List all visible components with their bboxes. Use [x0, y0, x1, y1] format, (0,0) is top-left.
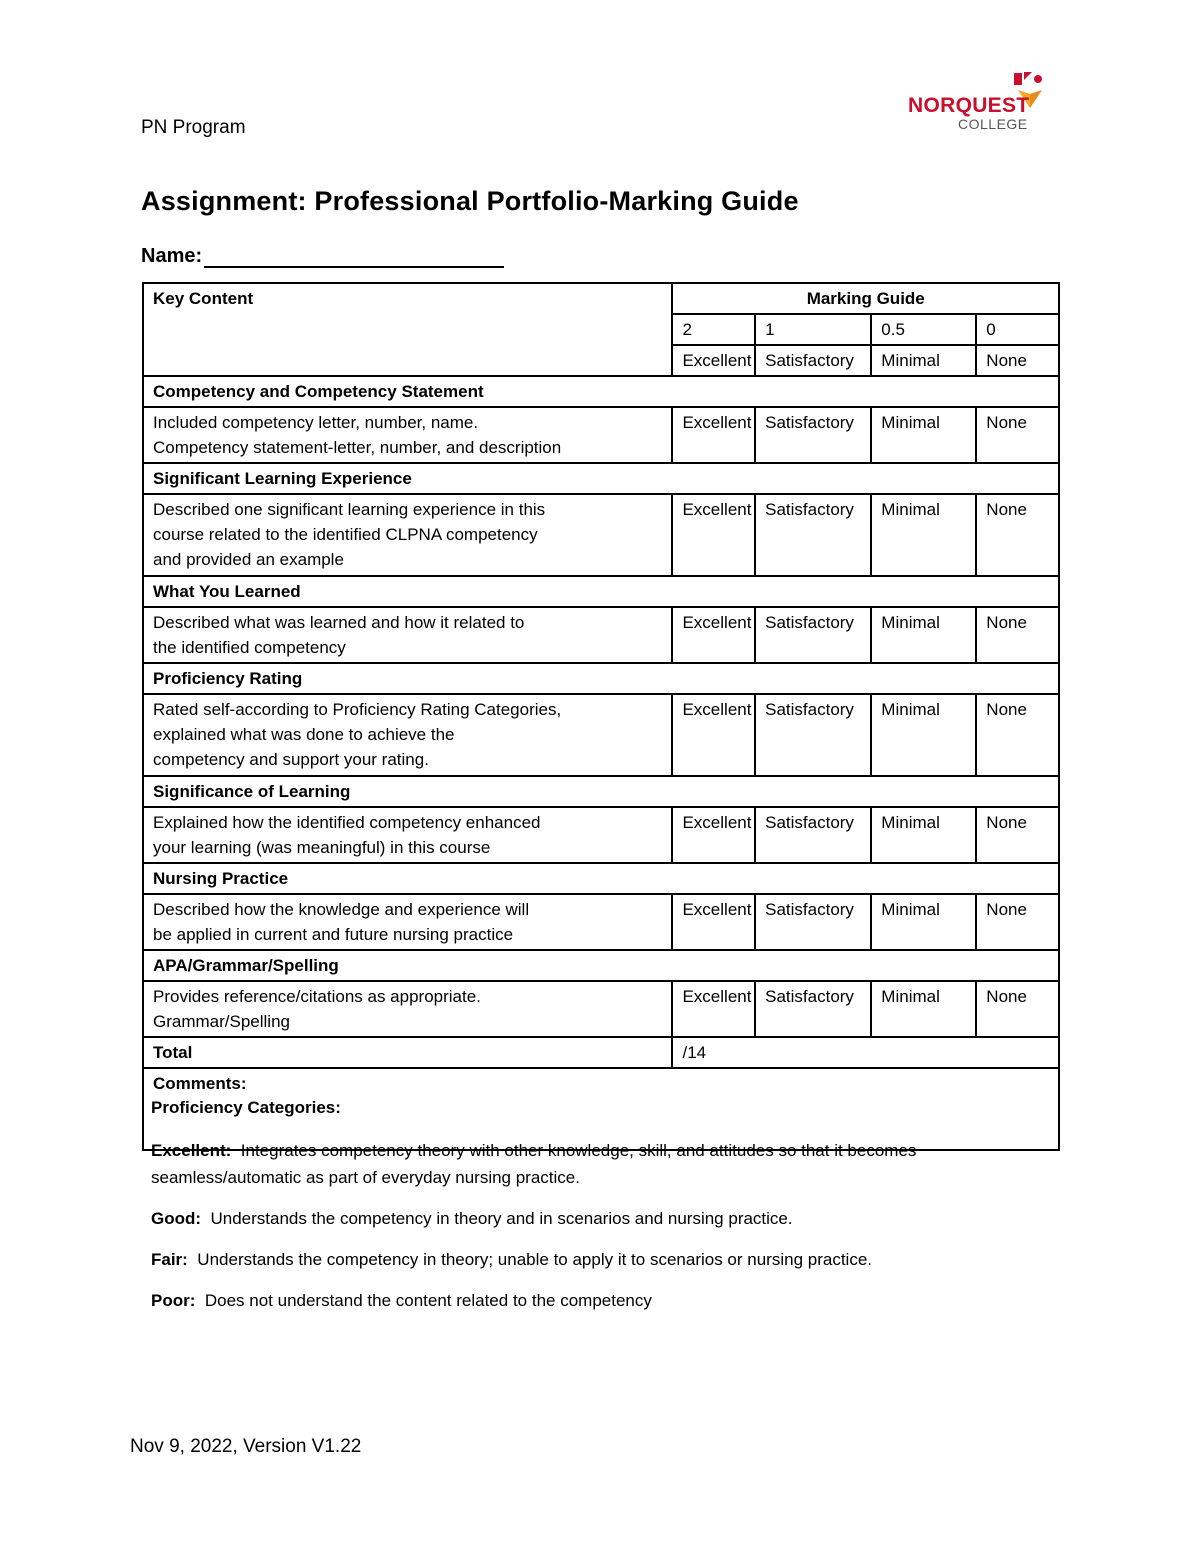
section-title: Proficiency Rating	[143, 663, 1059, 694]
criteria-line: competency and support your rating.	[153, 750, 429, 769]
rating-option-none[interactable]: None	[976, 807, 1059, 863]
rating-option-none[interactable]: None	[976, 494, 1059, 576]
proficiency-term: Poor:	[151, 1291, 196, 1310]
comments-label: Comments:	[153, 1074, 247, 1093]
criteria-line: Grammar/Spelling	[153, 1012, 290, 1031]
rating-option-satisfactory[interactable]: Satisfactory	[755, 494, 871, 576]
criteria-line: your learning (was meaningful) in this course	[153, 838, 491, 857]
level-cell: Minimal	[871, 345, 976, 376]
proficiency-heading: Proficiency Categories:	[151, 1098, 341, 1117]
logo-brand-text: NORQUEST	[908, 94, 1030, 117]
rating-option-minimal[interactable]: Minimal	[871, 807, 976, 863]
criteria-line: Described how the knowledge and experience will	[153, 900, 530, 919]
criteria-row	[143, 894, 1059, 950]
marking-guide-header: Marking Guide	[672, 283, 1059, 314]
total-label: Total	[143, 1037, 672, 1068]
rating-option-excellent[interactable]: Excellent	[672, 607, 755, 663]
criteria-line: and provided an example	[153, 550, 344, 569]
criteria-line: the identified competency	[153, 638, 346, 657]
rating-option-minimal[interactable]: Minimal	[871, 494, 976, 576]
rating-option-excellent[interactable]: Excellent	[672, 494, 755, 576]
marking-guide-table	[142, 282, 1060, 1151]
proficiency-text: Understands the competency in theory and in scenarios and nursing practice.	[210, 1209, 793, 1228]
criteria-cell	[143, 894, 672, 950]
level-cell: Excellent	[672, 345, 755, 376]
rating-option-excellent[interactable]: Excellent	[672, 894, 755, 950]
rating-option-none[interactable]: None	[976, 607, 1059, 663]
section-row	[143, 950, 1059, 981]
criteria-line: explained what was done to achieve the	[153, 725, 455, 744]
section-title: What You Learned	[143, 576, 1059, 607]
rating-option-excellent[interactable]: Excellent	[672, 694, 755, 776]
section-title: Significance of Learning	[143, 776, 1059, 807]
name-label: Name:	[141, 245, 203, 267]
proficiency-text: Understands the competency in theory; unable to apply it to scenarios or nursing practice.	[197, 1250, 873, 1269]
rating-option-satisfactory[interactable]: Satisfactory	[755, 807, 871, 863]
section-row	[143, 576, 1059, 607]
rating-option-none[interactable]: None	[976, 407, 1059, 463]
proficiency-term: Excellent:	[151, 1141, 232, 1160]
criteria-line: Provides reference/citations as appropriate.	[153, 987, 481, 1006]
rating-option-none[interactable]: None	[976, 894, 1059, 950]
rating-option-minimal[interactable]: Minimal	[871, 894, 976, 950]
norquest-logo	[908, 70, 1048, 132]
criteria-line: Described what was learned and how it related to	[153, 613, 525, 632]
criteria-row	[143, 694, 1059, 776]
criteria-cell	[143, 607, 672, 663]
page-title: Assignment: Professional Portfolio-Marking Guide	[141, 186, 799, 216]
total-value[interactable]: /14	[672, 1037, 1059, 1068]
rating-option-minimal[interactable]: Minimal	[871, 981, 976, 1037]
program-label: PN Program	[141, 117, 246, 138]
rating-option-excellent[interactable]: Excellent	[672, 981, 755, 1037]
section-title: APA/Grammar/Spelling	[143, 950, 1059, 981]
rating-option-excellent[interactable]: Excellent	[672, 807, 755, 863]
criteria-cell	[143, 807, 672, 863]
proficiency-text: Does not understand the content related to the competency	[204, 1291, 652, 1310]
criteria-row	[143, 807, 1059, 863]
level-cell: Satisfactory	[755, 345, 871, 376]
rating-option-satisfactory[interactable]: Satisfactory	[755, 407, 871, 463]
proficiency-term: Good:	[151, 1209, 202, 1228]
rating-option-satisfactory[interactable]: Satisfactory	[755, 981, 871, 1037]
score-cell: 2	[672, 314, 755, 345]
criteria-line: course related to the identified CLPNA competency	[153, 525, 538, 544]
proficiency-item	[151, 1205, 1021, 1232]
criteria-row	[143, 494, 1059, 576]
proficiency-term: Fair:	[151, 1250, 188, 1269]
criteria-line: Rated self-according to Proficiency Rating Categories,	[153, 700, 562, 719]
criteria-line: be applied in current and future nursing practice	[153, 925, 514, 944]
criteria-line: Explained how the identified competency enhanced	[153, 813, 541, 832]
rating-option-none[interactable]: None	[976, 981, 1059, 1037]
rating-option-excellent[interactable]: Excellent	[672, 407, 755, 463]
logo-sub-text: COLLEGE	[958, 116, 1028, 132]
rating-option-satisfactory[interactable]: Satisfactory	[755, 894, 871, 950]
name-input-line[interactable]	[204, 246, 504, 268]
criteria-line: Described one significant learning experience in this	[153, 500, 546, 519]
rating-option-satisfactory[interactable]: Satisfactory	[755, 607, 871, 663]
proficiency-categories	[151, 1094, 1021, 1328]
table-header-row	[143, 283, 1059, 314]
criteria-cell	[143, 494, 672, 576]
section-row	[143, 863, 1059, 894]
version-footer: Nov 9, 2022, Version V1.22	[130, 1436, 362, 1457]
criteria-line: Competency statement-letter, number, and description	[153, 438, 562, 457]
criteria-row	[143, 981, 1059, 1037]
rating-option-satisfactory[interactable]: Satisfactory	[755, 694, 871, 776]
section-title: Nursing Practice	[143, 863, 1059, 894]
level-cell: None	[976, 345, 1059, 376]
criteria-cell	[143, 407, 672, 463]
criteria-cell	[143, 694, 672, 776]
section-row	[143, 776, 1059, 807]
criteria-line: Included competency letter, number, name.	[153, 413, 479, 432]
criteria-cell	[143, 981, 672, 1037]
section-row	[143, 376, 1059, 407]
score-cell: 0.5	[871, 314, 976, 345]
section-title: Competency and Competency Statement	[143, 376, 1059, 407]
rating-option-none[interactable]: None	[976, 694, 1059, 776]
criteria-row	[143, 407, 1059, 463]
rating-option-minimal[interactable]: Minimal	[871, 407, 976, 463]
section-row	[143, 463, 1059, 494]
score-cell: 0	[976, 314, 1059, 345]
criteria-row	[143, 607, 1059, 663]
proficiency-item	[151, 1287, 1021, 1314]
proficiency-item	[151, 1137, 1021, 1191]
proficiency-item	[151, 1246, 1021, 1273]
section-title: Significant Learning Experience	[143, 463, 1059, 494]
section-row	[143, 663, 1059, 694]
rating-option-minimal[interactable]: Minimal	[871, 694, 976, 776]
key-content-header: Key Content	[143, 283, 672, 376]
score-cell: 1	[755, 314, 871, 345]
proficiency-text: Integrates competency theory with other knowledge, skill, and attitudes so that it becomes seamless/automatic as part of everyday nursing practice.	[151, 1141, 917, 1187]
name-field-row	[141, 245, 504, 268]
total-row	[143, 1037, 1059, 1068]
rating-option-minimal[interactable]: Minimal	[871, 607, 976, 663]
